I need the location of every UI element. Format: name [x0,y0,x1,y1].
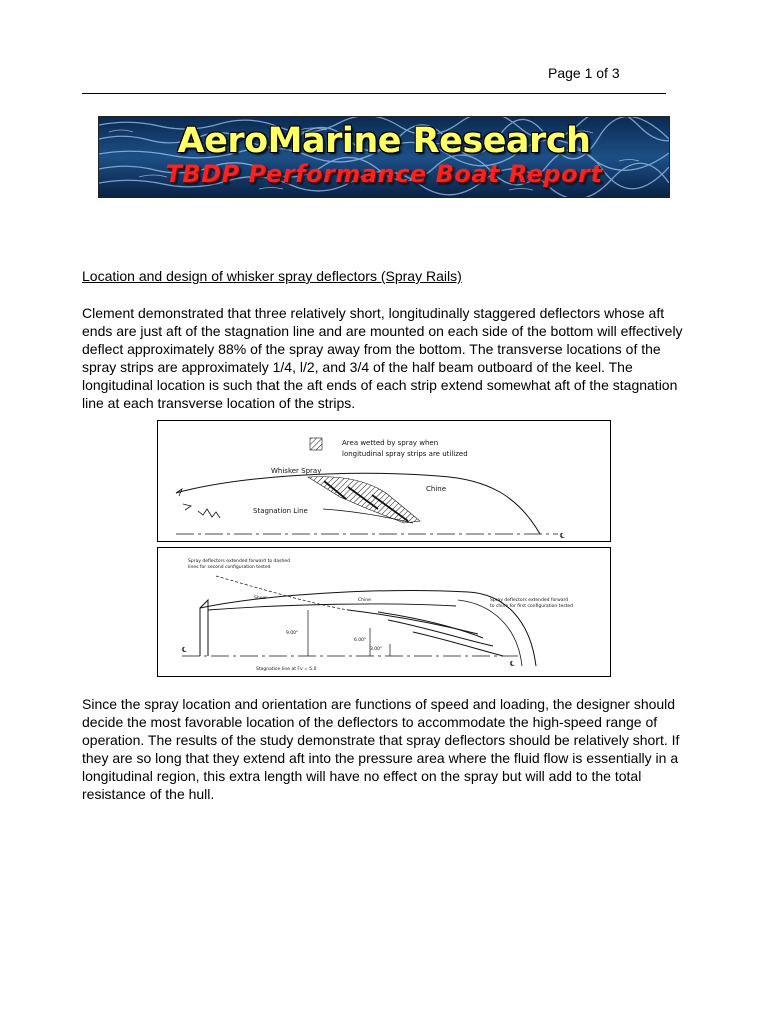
label-chine: Chine [426,485,447,493]
paragraph-intro: Clement demonstrated that three relatively short, longitudinally staggered deflectors whose aft ends are just aft of the stagnation line and are mounted on each side of the bottom will effectively deflect approximately 88% of the spray away from the bottom. The transverse locations of the spray strips are approximately 1/4, l/2, and 3/4 of the half beam outboard of the keel. The longitudinal location is such that the aft ends of each strip extend somewhat aft of the stagnation line at each transverse location of the strips. [82,305,683,411]
label-stagnation-line: Stagnation Line [253,507,308,515]
note-second-config-line2: lines for second configuration tested [188,565,271,570]
label-chine: Chine [358,598,371,603]
dimension-3in: 3.00" [370,647,383,652]
dimension-6in: 6.00" [354,638,367,643]
legend-hatch-swatch [310,438,322,450]
centerline-symbol-left: ℄ [182,646,187,654]
transom-outline [200,600,208,656]
paragraph-conclusion: Since the spray location and orientation are functions of speed and loading, the designer should decide the most favorable location of the deflectors to accommodate the high-speed range of operation. The results of the study demonstrate that spray deflectors should be relatively short. If they are so long that they extend aft into the pressure area where the fluid flow is essentially in a longitudinal region, this extra length will have no effect on the spray but will add to the total resistance of the hull. [82,696,680,802]
label-whisker-spray: Whisker Spray [271,467,322,475]
figure-deflector-configurations [157,547,611,677]
legend-line2: longitudinal spray strips are utilized [342,450,468,458]
note-first-config-line1: Spray deflectors extended forward [490,598,569,603]
centerline-symbol: ℄ [560,532,565,540]
legend-line1: Area wetted by spray when [342,439,439,447]
dimension-9in: 9.00" [286,631,299,636]
label-sheer: Sheer [254,596,268,601]
section-heading: Location and design of whisker spray deflectors (Spray Rails) [82,268,462,284]
banner-title: AeroMarine Research [177,121,591,161]
header-rule [82,93,666,94]
note-first-config-line2: to chine for first configuration tested [490,604,573,609]
centerline-symbol-right: ℄ [510,660,515,668]
bow-wave-lines [176,489,220,518]
report-banner [98,116,670,198]
banner-subtitle: TBDP Performance Boat Report [165,160,603,188]
figure-spray-area [157,420,611,542]
page-number: Page 1 of 3 [548,65,620,81]
note-second-config-line1: Spray deflectors extended forward to dashed [188,559,290,564]
sheer-line [200,591,468,608]
stagnation-note: Stagnation line at Fv = 5.0 [256,667,317,672]
